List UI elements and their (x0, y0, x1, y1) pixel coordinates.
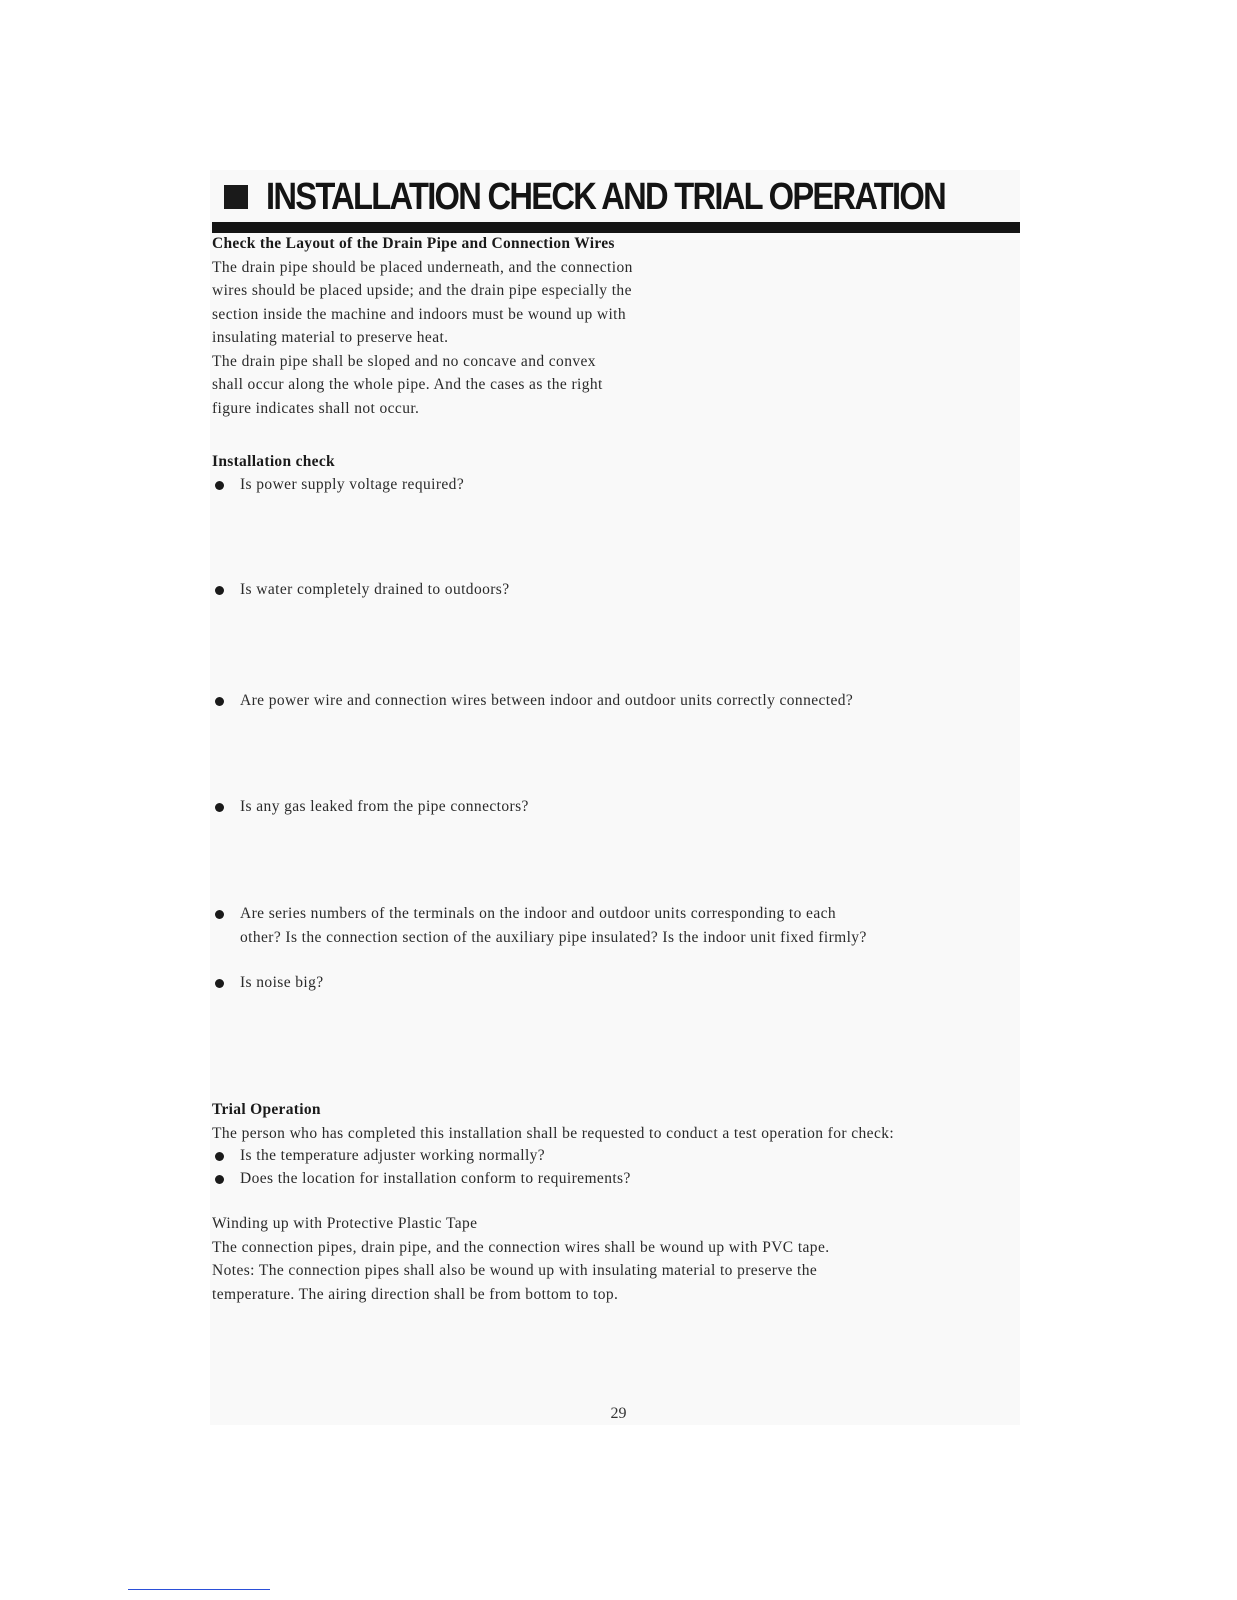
check-item-text: Are power wire and connection wires between indoor and outdoor units correctly connected? (240, 692, 854, 709)
check-item-text: Is noise big? (240, 974, 324, 991)
trial-item-text: Is the temperature adjuster working normally? (240, 1147, 546, 1164)
check-item-text: Is water completely drained to outdoors? (240, 581, 510, 598)
drain-section (212, 232, 712, 420)
bullet-icon (215, 586, 224, 595)
bullet-icon (215, 979, 224, 988)
check-item (212, 902, 867, 949)
check-item (212, 689, 853, 713)
check-item (212, 473, 464, 497)
trial-item (212, 1167, 631, 1191)
installation-check-heading: Installation check (212, 453, 335, 470)
check-item-text: Is power supply voltage required? (240, 476, 465, 493)
drain-section-paragraph-2: The drain pipe shall be sloped and no concave and convex shall occur along the whole pipe. And the cases as the right figure indicates shall not occur. (212, 352, 603, 417)
trial-item (212, 1144, 545, 1168)
winding-body: The connection pipes, drain pipe, and the connection wires shall be wound up with PVC tape. Notes: The connection pipes shall also be wound up with insulating material to preserve the temperature. The airing direction shall be from bottom to top. (212, 1238, 830, 1303)
trial-item-text: Does the location for installation conform to requirements? (240, 1170, 631, 1187)
bullet-icon (215, 1152, 224, 1161)
check-item-text: Are series numbers of the terminals on the indoor and outdoor units corresponding to each other? Is the connection section of the auxiliary pipe insulated? Is the indoor unit fixed firmly? (240, 905, 867, 946)
bullet-icon (215, 481, 224, 490)
check-item (212, 795, 529, 819)
check-item-text: Is any gas leaked from the pipe connectors? (240, 798, 529, 815)
drain-section-paragraph-1: The drain pipe should be placed underneath, and the connection wires should be placed upside; and the drain pipe especially the section inside the machine and indoors must be wound up with insulating material to preserve heat. (212, 258, 633, 346)
title-row (212, 172, 1020, 222)
square-bullet-icon (224, 185, 248, 209)
bullet-icon (215, 1175, 224, 1184)
check-item (212, 971, 324, 995)
winding-heading: Winding up with Protective Plastic Tape (212, 1215, 478, 1232)
winding-section (212, 1212, 1012, 1306)
trial-operation-section (212, 1098, 1012, 1145)
trial-operation-heading: Trial Operation (212, 1101, 321, 1118)
footer-link-underline[interactable] (128, 1589, 270, 1590)
page-number: 29 (610, 1405, 627, 1422)
drain-section-heading: Check the Layout of the Drain Pipe and Connection Wires (212, 235, 615, 252)
bullet-icon (215, 910, 224, 919)
bullet-icon (215, 803, 224, 812)
trial-operation-intro: The person who has completed this installation shall be requested to conduct a test operation for check: (212, 1124, 895, 1142)
page-title: INSTALLATION CHECK AND TRIAL OPERATION (266, 175, 945, 218)
check-item (212, 578, 510, 602)
bullet-icon (215, 697, 224, 706)
